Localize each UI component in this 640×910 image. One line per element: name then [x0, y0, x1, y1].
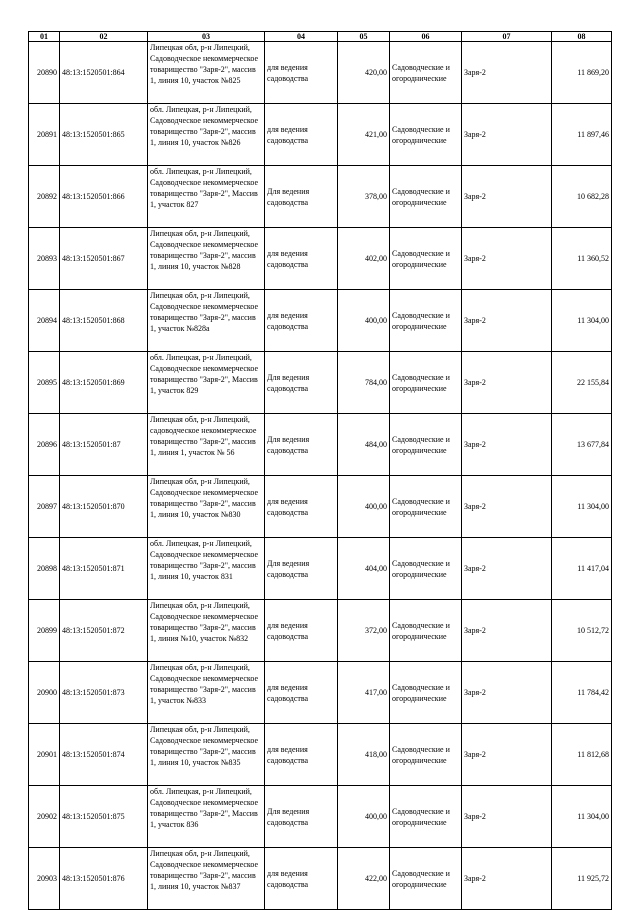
address-cell-text: Липецкая обл, р-н Липецкий, Садоводческое некоммерческое товарищество "Заря-2", массив 1, участок №833	[150, 663, 259, 705]
value-cell-text: 11 304,00	[577, 316, 609, 325]
cadastral-number-cell	[60, 538, 148, 600]
purpose-cell	[265, 290, 338, 352]
land-category-cell	[390, 290, 462, 352]
value-cell-text: 22 155,84	[577, 378, 609, 387]
land-category-cell-text: Садоводческие и огороднические	[392, 186, 450, 207]
name-cell	[462, 228, 552, 290]
name-cell	[462, 166, 552, 228]
value-cell-text: 11 925,72	[577, 874, 609, 883]
land-category-cell	[390, 228, 462, 290]
cadastral-number-cell-text: 48:13:1520501:865	[62, 130, 125, 139]
column-header: 03	[148, 32, 265, 42]
purpose-cell	[265, 414, 338, 476]
purpose-cell-text: для ведения садоводства	[267, 620, 309, 641]
land-category-cell	[390, 476, 462, 538]
cadastral-number-cell-text: 48:13:1520501:869	[62, 378, 125, 387]
cadastral-number-cell	[60, 414, 148, 476]
table-row	[29, 42, 612, 104]
area-cell-text: 418,00	[365, 750, 387, 759]
address-cell	[148, 600, 265, 662]
land-category-cell-text: Садоводческие и огороднические	[392, 806, 450, 827]
address-cell	[148, 538, 265, 600]
row-number-cell-text: 20895	[37, 378, 57, 387]
cadastral-number-cell	[60, 662, 148, 724]
cadastral-number-cell-text: 48:13:1520501:874	[62, 750, 125, 759]
cadastral-number-cell	[60, 290, 148, 352]
row-number-cell-text: 20903	[37, 874, 57, 883]
name-cell-text: Заря-2	[464, 192, 486, 201]
area-cell-text: 372,00	[365, 626, 387, 635]
row-number-cell	[29, 538, 60, 600]
land-category-cell-text: Садоводческие и огороднические	[392, 62, 450, 83]
name-cell	[462, 848, 552, 910]
column-header: 07	[462, 32, 552, 42]
row-number-cell-text: 20896	[37, 440, 57, 449]
value-cell	[552, 786, 612, 848]
address-cell-text: Липецкая обл, р-н Липецкий, Садоводческое некоммерческое товарищество "Заря-2", массив 1, линия №10, участок №832	[150, 601, 259, 643]
row-number-cell-text: 20902	[37, 812, 57, 821]
address-cell-text: обл. Липецкая, р-н Липецкий, Садоводческое некоммерческое товарищество "Заря-2", массив 1, линия 10, участок №826	[150, 105, 259, 147]
area-cell	[338, 104, 390, 166]
land-category-cell	[390, 538, 462, 600]
cadastral-number-cell-text: 48:13:1520501:868	[62, 316, 125, 325]
name-cell	[462, 724, 552, 786]
address-cell-text: обл. Липецкая, р-н Липецкий, Садоводческое некоммерческое товарищество "Заря-2", Массив 1, участок 827	[150, 167, 259, 209]
row-number-cell-text: 20901	[37, 750, 57, 759]
name-cell	[462, 42, 552, 104]
name-cell	[462, 352, 552, 414]
row-number-cell-text: 20891	[37, 130, 57, 139]
name-cell	[462, 538, 552, 600]
purpose-cell-text: для ведения садоводства	[267, 310, 309, 331]
address-cell	[148, 848, 265, 910]
value-cell	[552, 662, 612, 724]
value-cell	[552, 600, 612, 662]
land-category-cell	[390, 42, 462, 104]
cadastral-number-cell-text: 48:13:1520501:870	[62, 502, 125, 511]
column-header: 05	[338, 32, 390, 42]
area-cell	[338, 228, 390, 290]
cadastral-number-cell	[60, 228, 148, 290]
cadastral-number-cell	[60, 724, 148, 786]
value-cell	[552, 414, 612, 476]
column-header: 04	[265, 32, 338, 42]
cadastral-number-cell	[60, 352, 148, 414]
row-number-cell-text: 20899	[37, 626, 57, 635]
name-cell-text: Заря-2	[464, 564, 486, 573]
name-cell	[462, 290, 552, 352]
row-number-cell	[29, 166, 60, 228]
purpose-cell	[265, 476, 338, 538]
purpose-cell-text: Для ведения садоводства	[267, 806, 310, 827]
table-row	[29, 414, 612, 476]
purpose-cell	[265, 166, 338, 228]
purpose-cell	[265, 848, 338, 910]
area-cell-text: 421,00	[365, 130, 387, 139]
cadastral-number-cell	[60, 42, 148, 104]
land-category-cell-text: Садоводческие и огороднические	[392, 682, 450, 703]
purpose-cell-text: Для ведения садоводства	[267, 186, 310, 207]
table-row	[29, 228, 612, 290]
address-cell-text: Липецкая обл, р-н Липецкий, Садоводческое некоммерческое товарищество "Заря-2", массив 1, линия 10, участок №825	[150, 43, 259, 85]
land-category-cell-text: Садоводческие и огороднические	[392, 868, 450, 889]
column-header: 01	[29, 32, 60, 42]
area-cell	[338, 476, 390, 538]
land-category-cell-text: Садоводческие и огороднические	[392, 744, 450, 765]
address-cell	[148, 662, 265, 724]
value-cell	[552, 104, 612, 166]
table-row	[29, 724, 612, 786]
address-cell	[148, 786, 265, 848]
cadastral-number-cell-text: 48:13:1520501:864	[62, 68, 125, 77]
row-number-cell-text: 20890	[37, 68, 57, 77]
row-number-cell	[29, 600, 60, 662]
address-cell	[148, 166, 265, 228]
address-cell	[148, 290, 265, 352]
area-cell	[338, 42, 390, 104]
purpose-cell-text: для ведения садоводства	[267, 682, 309, 703]
address-cell	[148, 42, 265, 104]
area-cell	[338, 166, 390, 228]
name-cell	[462, 476, 552, 538]
land-category-cell	[390, 848, 462, 910]
row-number-cell	[29, 352, 60, 414]
area-cell	[338, 290, 390, 352]
land-category-cell-text: Садоводческие и огороднические	[392, 434, 450, 455]
table-row	[29, 352, 612, 414]
header-row	[29, 32, 612, 42]
area-cell-text: 404,00	[365, 564, 387, 573]
area-cell	[338, 724, 390, 786]
value-cell-text: 11 304,00	[577, 812, 609, 821]
cadastral-number-cell-text: 48:13:1520501:876	[62, 874, 125, 883]
area-cell-text: 400,00	[365, 316, 387, 325]
table-row	[29, 290, 612, 352]
purpose-cell	[265, 104, 338, 166]
column-header: 08	[552, 32, 612, 42]
table-row	[29, 104, 612, 166]
address-cell	[148, 104, 265, 166]
name-cell	[462, 786, 552, 848]
value-cell	[552, 166, 612, 228]
registry-table	[28, 31, 612, 910]
name-cell-text: Заря-2	[464, 316, 486, 325]
land-category-cell	[390, 600, 462, 662]
area-cell	[338, 662, 390, 724]
land-category-cell-text: Садоводческие и огороднические	[392, 496, 450, 517]
name-cell	[462, 600, 552, 662]
row-number-cell-text: 20892	[37, 192, 57, 201]
area-cell	[338, 600, 390, 662]
area-cell-text: 422,00	[365, 874, 387, 883]
purpose-cell-text: Для ведения садоводства	[267, 434, 310, 455]
row-number-cell-text: 20894	[37, 316, 57, 325]
land-category-cell-text: Садоводческие и огороднические	[392, 310, 450, 331]
cadastral-number-cell-text: 48:13:1520501:872	[62, 626, 125, 635]
name-cell-text: Заря-2	[464, 812, 486, 821]
land-category-cell	[390, 724, 462, 786]
row-number-cell-text: 20893	[37, 254, 57, 263]
row-number-cell	[29, 786, 60, 848]
cadastral-number-cell-text: 48:13:1520501:867	[62, 254, 125, 263]
land-category-cell	[390, 166, 462, 228]
name-cell-text: Заря-2	[464, 254, 486, 263]
purpose-cell-text: для ведения садоводства	[267, 496, 309, 517]
address-cell-text: Липецкая обл, р-н Липецкий, Садоводческое некоммерческое товарищество "Заря-2", массив 1, линия 10, участок №828	[150, 229, 259, 271]
value-cell-text: 11 812,68	[577, 750, 609, 759]
land-category-cell	[390, 662, 462, 724]
cadastral-number-cell	[60, 104, 148, 166]
address-cell	[148, 414, 265, 476]
purpose-cell-text: для ведения садоводства	[267, 124, 309, 145]
name-cell	[462, 414, 552, 476]
row-number-cell	[29, 662, 60, 724]
table-row	[29, 600, 612, 662]
area-cell	[338, 848, 390, 910]
table-row	[29, 848, 612, 910]
value-cell	[552, 476, 612, 538]
area-cell	[338, 786, 390, 848]
purpose-cell	[265, 786, 338, 848]
value-cell	[552, 42, 612, 104]
purpose-cell-text: Для ведения садоводства	[267, 558, 310, 579]
name-cell	[462, 662, 552, 724]
address-cell-text: обл. Липецкая, р-н Липецкий, Садоводческое некоммерческое товарищество "Заря-2", массив 1, линия 10, участок 831	[150, 539, 259, 581]
value-cell-text: 13 677,84	[577, 440, 609, 449]
value-cell-text: 10 682,28	[577, 192, 609, 201]
purpose-cell	[265, 42, 338, 104]
name-cell-text: Заря-2	[464, 130, 486, 139]
purpose-cell	[265, 600, 338, 662]
land-category-cell-text: Садоводческие и огороднические	[392, 372, 450, 393]
cadastral-number-cell	[60, 166, 148, 228]
land-category-cell	[390, 414, 462, 476]
cadastral-number-cell-text: 48:13:1520501:871	[62, 564, 125, 573]
address-cell	[148, 476, 265, 538]
value-cell	[552, 848, 612, 910]
table-row	[29, 538, 612, 600]
land-category-cell-text: Садоводческие и огороднические	[392, 124, 450, 145]
table-row	[29, 786, 612, 848]
address-cell-text: Липецкая обл, р-н Липецкий, садоводческое некоммерческое товарищество "Заря-2", массив 1, линия 1, участок № 56	[150, 415, 257, 457]
land-category-cell-text: Садоводческие и огороднические	[392, 558, 450, 579]
address-cell-text: Липецкая обл, р-н Липецкий, Садоводческое некоммерческое товарищество "Заря-2", массив 1, линия 10, участок №837	[150, 849, 259, 891]
land-category-cell-text: Садоводческие и огороднические	[392, 620, 450, 641]
row-number-cell	[29, 414, 60, 476]
name-cell-text: Заря-2	[464, 750, 486, 759]
value-cell-text: 11 869,20	[577, 68, 609, 77]
name-cell-text: Заря-2	[464, 378, 486, 387]
purpose-cell-text: Для ведения садоводства	[267, 372, 310, 393]
purpose-cell	[265, 352, 338, 414]
name-cell-text: Заря-2	[464, 688, 486, 697]
address-cell-text: обл. Липецкая, р-н Липецкий, Садоводческое некоммерческое товарищество "Заря-2", Массив 1, участок 829	[150, 353, 259, 395]
area-cell-text: 484,00	[365, 440, 387, 449]
value-cell	[552, 724, 612, 786]
land-category-cell	[390, 352, 462, 414]
area-cell-text: 402,00	[365, 254, 387, 263]
value-cell-text: 11 360,52	[577, 254, 609, 263]
column-header: 06	[390, 32, 462, 42]
table-row	[29, 476, 612, 538]
purpose-cell-text: для ведения садоводства	[267, 248, 309, 269]
purpose-cell	[265, 724, 338, 786]
value-cell	[552, 228, 612, 290]
land-category-cell-text: Садоводческие и огороднические	[392, 248, 450, 269]
column-header: 02	[60, 32, 148, 42]
area-cell	[338, 538, 390, 600]
row-number-cell-text: 20900	[37, 688, 57, 697]
row-number-cell	[29, 42, 60, 104]
purpose-cell	[265, 228, 338, 290]
area-cell-text: 417,00	[365, 688, 387, 697]
area-cell	[338, 414, 390, 476]
value-cell	[552, 538, 612, 600]
purpose-cell-text: для ведения садоводства	[267, 62, 309, 83]
cadastral-number-cell-text: 48:13:1520501:866	[62, 192, 125, 201]
purpose-cell	[265, 538, 338, 600]
area-cell	[338, 352, 390, 414]
cadastral-number-cell-text: 48:13:1520501:875	[62, 812, 125, 821]
land-category-cell	[390, 786, 462, 848]
name-cell-text: Заря-2	[464, 440, 486, 449]
address-cell-text: Липецкая обл, р-н Липецкий, Садоводческое некоммерческое товарищество "Заря-2", массив 1, линия 10, участок №830	[150, 477, 259, 519]
area-cell-text: 378,00	[365, 192, 387, 201]
value-cell-text: 11 897,46	[577, 130, 609, 139]
purpose-cell	[265, 662, 338, 724]
purpose-cell-text: для ведения садоводства	[267, 744, 309, 765]
row-number-cell	[29, 228, 60, 290]
value-cell	[552, 352, 612, 414]
name-cell-text: Заря-2	[464, 874, 486, 883]
row-number-cell-text: 20898	[37, 564, 57, 573]
land-category-cell	[390, 104, 462, 166]
table-row	[29, 166, 612, 228]
address-cell	[148, 352, 265, 414]
address-cell-text: обл. Липецкая, р-н Липецкий, Садоводческое некоммерческое товарищество "Заря-2", Массив 1, участок 836	[150, 787, 259, 829]
value-cell	[552, 290, 612, 352]
address-cell	[148, 724, 265, 786]
row-number-cell	[29, 848, 60, 910]
row-number-cell	[29, 104, 60, 166]
cadastral-number-cell	[60, 786, 148, 848]
cadastral-number-cell	[60, 476, 148, 538]
value-cell-text: 11 784,42	[577, 688, 609, 697]
purpose-cell-text: для ведения садоводства	[267, 868, 309, 889]
value-cell-text: 11 417,04	[577, 564, 609, 573]
value-cell-text: 10 512,72	[577, 626, 609, 635]
row-number-cell	[29, 476, 60, 538]
row-number-cell	[29, 724, 60, 786]
table-row	[29, 662, 612, 724]
name-cell	[462, 104, 552, 166]
name-cell-text: Заря-2	[464, 626, 486, 635]
area-cell-text: 784,00	[365, 378, 387, 387]
area-cell-text: 400,00	[365, 812, 387, 821]
address-cell-text: Липецкая обл, р-н Липецкий, Садоводческое некоммерческое товарищество "Заря-2", массив 1, участок №828а	[150, 291, 259, 333]
cadastral-number-cell	[60, 600, 148, 662]
area-cell-text: 420,00	[365, 68, 387, 77]
cadastral-number-cell-text: 48:13:1520501:873	[62, 688, 125, 697]
value-cell-text: 11 304,00	[577, 502, 609, 511]
cadastral-number-cell	[60, 848, 148, 910]
area-cell-text: 400,00	[365, 502, 387, 511]
cadastral-number-cell-text: 48:13:1520501:87	[62, 440, 121, 449]
name-cell-text: Заря-2	[464, 502, 486, 511]
name-cell-text: Заря-2	[464, 68, 486, 77]
row-number-cell-text: 20897	[37, 502, 57, 511]
address-cell-text: Липецкая обл, р-н Липецкий, Садоводческое некоммерческое товарищество "Заря-2", массив 1, линия 10, участок №835	[150, 725, 259, 767]
row-number-cell	[29, 290, 60, 352]
address-cell	[148, 228, 265, 290]
